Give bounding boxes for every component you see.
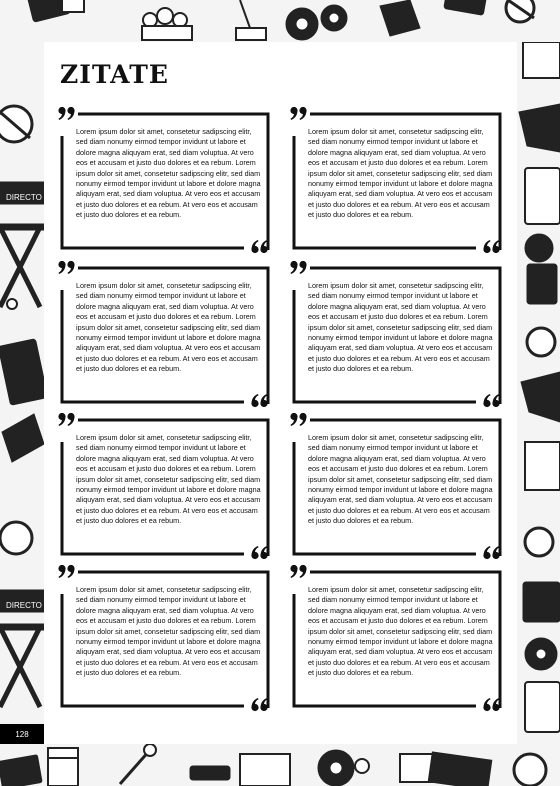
quote-text: Lorem ipsum dolor sit amet, consetetur sadipscing elitr, sed diam nonumy eirmod tempor invidunt ut labore et dolore magna aliquyam erat, sed diam voluptua. At vero eos et accusam et justo duo dolores et ea rebum. Lorem ipsum dolor sit amet, consetetur sadipscing elitr, sed diam nonumy eirmod tempor invidunt ut labore et dolore magna aliquyam erat, sed diam voluptua. At vero eos et accusam et justo duo dolores et ea rebum. At vero eos et accusam et justo duo dolores et ea rebum. bbox=[76, 585, 261, 678]
quote-text: Lorem ipsum dolor sit amet, consetetur sadipscing elitr, sed diam nonumy eirmod tempor invidunt ut labore et dolore magna aliquyam erat, sed diam voluptua. At vero eos et accusam et justo duo dolores et ea rebum. Lorem ipsum dolor sit amet, consetetur sadipscing elitr, sed diam nonumy eirmod tempor invidunt ut labore et dolore magna aliquyam erat, sed diam voluptua. At vero eos et accusam et justo duo dolores et ea rebum. At vero eos et accusam et justo duo dolores et ea rebum. bbox=[76, 433, 261, 526]
cinema-pattern-border-left bbox=[0, 42, 44, 744]
open-quote-icon bbox=[290, 260, 308, 276]
quote-card bbox=[292, 264, 502, 404]
open-quote-icon bbox=[58, 260, 76, 276]
close-quote-icon bbox=[482, 392, 500, 408]
quote-text: Lorem ipsum dolor sit amet, consetetur sadipscing elitr, sed diam nonumy eirmod tempor invidunt ut labore et dolore magna aliquyam erat, sed diam voluptua. At vero eos et accusam et justo duo dolores et ea rebum. Lorem ipsum dolor sit amet, consetetur sadipscing elitr, sed diam nonumy eirmod tempor invidunt ut labore et dolore magna aliquyam erat, sed diam voluptua. At vero eos et accusam et justo duo dolores et ea rebum. At vero eos et accusam et justo duo dolores et ea rebum. bbox=[308, 433, 493, 526]
close-quote-icon bbox=[482, 544, 500, 560]
quote-card bbox=[60, 264, 270, 404]
open-quote-icon bbox=[58, 412, 76, 428]
open-quote-icon bbox=[290, 412, 308, 428]
quote-card bbox=[60, 110, 270, 250]
cinema-pattern-icon bbox=[517, 42, 560, 744]
quote-card bbox=[60, 416, 270, 556]
close-quote-icon bbox=[482, 696, 500, 712]
cinema-pattern-icon bbox=[0, 0, 560, 42]
open-quote-icon bbox=[290, 106, 308, 122]
cinema-pattern-border-right bbox=[517, 42, 560, 744]
quote-text: Lorem ipsum dolor sit amet, consetetur sadipscing elitr, sed diam nonumy eirmod tempor invidunt ut labore et dolore magna aliquyam erat, sed diam voluptua. At vero eos et accusam et justo duo dolores et ea rebum. Lorem ipsum dolor sit amet, consetetur sadipscing elitr, sed diam nonumy eirmod tempor invidunt ut labore et dolore magna aliquyam erat, sed diam voluptua. At vero eos et accusam et justo duo dolores et ea rebum. At vero eos et accusam et justo duo dolores et ea rebum. bbox=[308, 281, 493, 374]
page-number: 128 bbox=[0, 724, 44, 744]
cinema-pattern-icon bbox=[0, 42, 44, 744]
quote-text: Lorem ipsum dolor sit amet, consetetur sadipscing elitr, sed diam nonumy eirmod tempor invidunt ut labore et dolore magna aliquyam erat, sed diam voluptua. At vero eos et accusam et justo duo dolores et ea rebum. Lorem ipsum dolor sit amet, consetetur sadipscing elitr, sed diam nonumy eirmod tempor invidunt ut labore et dolore magna aliquyam erat, sed diam voluptua. At vero eos et accusam et justo duo dolores et ea rebum. At vero eos et accusam et justo duo dolores et ea rebum. bbox=[76, 281, 261, 374]
close-quote-icon bbox=[482, 238, 500, 254]
quote-card bbox=[60, 568, 270, 708]
page bbox=[44, 42, 517, 744]
close-quote-icon bbox=[250, 238, 268, 254]
close-quote-icon bbox=[250, 696, 268, 712]
open-quote-icon bbox=[58, 106, 76, 122]
quote-card bbox=[292, 416, 502, 556]
svg-text:DIRECTO: DIRECTO bbox=[6, 193, 42, 202]
quote-text: Lorem ipsum dolor sit amet, consetetur sadipscing elitr, sed diam nonumy eirmod tempor invidunt ut labore et dolore magna aliquyam erat, sed diam voluptua. At vero eos et accusam et justo duo dolores et ea rebum. Lorem ipsum dolor sit amet, consetetur sadipscing elitr, sed diam nonumy eirmod tempor invidunt ut labore et dolore magna aliquyam erat, sed diam voluptua. At vero eos et accusam et justo duo dolores et ea rebum. At vero eos et accusam et justo duo dolores et ea rebum. bbox=[308, 585, 493, 678]
open-quote-icon bbox=[290, 564, 308, 580]
cinema-pattern-border-top bbox=[0, 0, 560, 42]
quote-text: Lorem ipsum dolor sit amet, consetetur sadipscing elitr, sed diam nonumy eirmod tempor invidunt ut labore et dolore magna aliquyam erat, sed diam voluptua. At vero eos et accusam et justo duo dolores et ea rebum. Lorem ipsum dolor sit amet, consetetur sadipscing elitr, sed diam nonumy eirmod tempor invidunt ut labore et dolore magna aliquyam erat, sed diam voluptua. At vero eos et accusam et justo duo dolores et ea rebum. At vero eos et accusam et justo duo dolores et ea rebum. bbox=[308, 127, 493, 220]
page-title: ZITATE bbox=[60, 60, 169, 89]
close-quote-icon bbox=[250, 392, 268, 408]
quote-text: Lorem ipsum dolor sit amet, consetetur sadipscing elitr, sed diam nonumy eirmod tempor invidunt ut labore et dolore magna aliquyam erat, sed diam voluptua. At vero eos et accusam et justo duo dolores et ea rebum. Lorem ipsum dolor sit amet, consetetur sadipscing elitr, sed diam nonumy eirmod tempor invidunt ut labore et dolore magna aliquyam erat, sed diam voluptua. At vero eos et accusam et justo duo dolores et ea rebum. At vero eos et accusam et justo duo dolores et ea rebum. bbox=[76, 127, 261, 220]
svg-text:DIRECTO: DIRECTO bbox=[6, 601, 42, 610]
quote-card bbox=[292, 110, 502, 250]
open-quote-icon bbox=[58, 564, 76, 580]
cinema-pattern-icon bbox=[0, 744, 560, 786]
cinema-pattern-border-bottom bbox=[0, 744, 560, 786]
close-quote-icon bbox=[250, 544, 268, 560]
quote-card bbox=[292, 568, 502, 708]
